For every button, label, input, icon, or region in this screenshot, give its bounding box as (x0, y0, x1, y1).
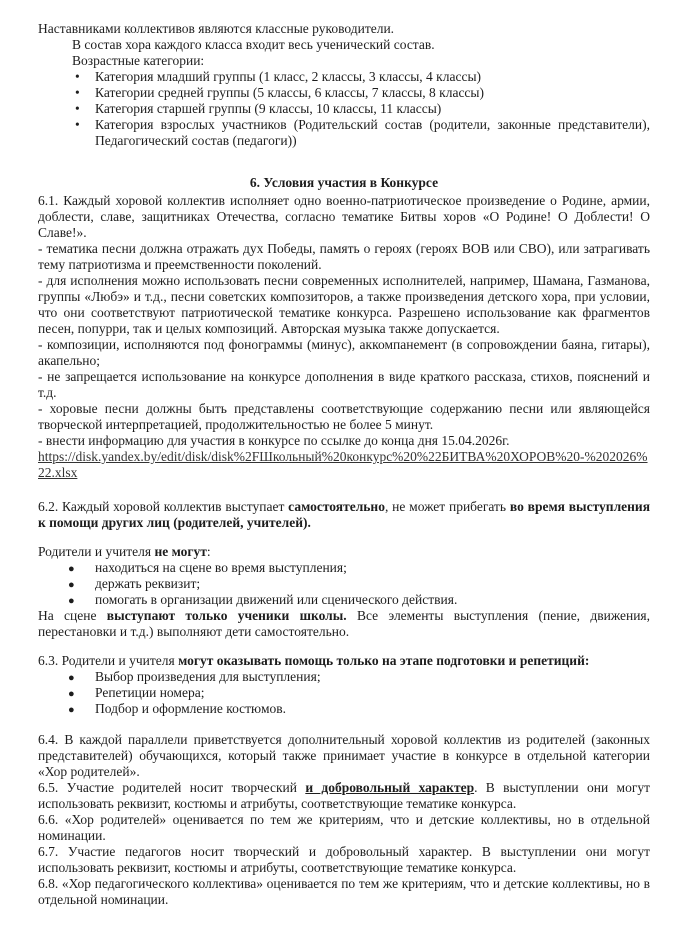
list-item-text: Категория взрослых участников (Родительский состав (родители, законные представители), Педагогический состав (педагоги)) (95, 117, 650, 148)
paragraph-dash-theme: - тематика песни должна отражать дух Победы, память о героях (героях ВОВ или СВО), или затрагивать тему патриотизма и преемственности поколений. (38, 241, 650, 272)
paragraph-stage-rule (38, 608, 650, 640)
text-run-bold: самостоятельно (288, 499, 385, 514)
paragraph-6-4: 6.4. В каждой параллели приветствуется дополнительный хоровой коллектив из родителей (законных представителей) обучающихся, который также принимает участие в конкурсе в отдельной категории «Хор родителей». (38, 732, 650, 779)
text-run-bold-underline: и добровольный характер (305, 780, 475, 795)
paragraph-age-categories-label: Возрастные категории: (72, 53, 205, 68)
list-item (38, 101, 650, 117)
list-item-text: Категория старшей группы (9 классы, 10 классы, 11 классы) (95, 101, 442, 116)
text-run: , не может прибегать (384, 499, 510, 514)
bullet-icon: ● (68, 579, 75, 591)
registration-link[interactable]: https://disk.yandex.by/edit/disk/disk%2FШкольный%20конкурс%20%22БИТВА%20ХОРОВ%20-%202026%22.xlsx (38, 449, 648, 480)
text-run: Родители и учителя (38, 544, 155, 559)
list-item (38, 685, 650, 701)
list-item (38, 117, 650, 149)
help-allowed-list (38, 669, 650, 717)
bullet-icon: • (75, 85, 80, 100)
text-run: 6.5. Участие родителей носит творческий (38, 780, 306, 795)
paragraph-6-6: 6.6. «Хор родителей» оценивается по тем же критериям, что и детские коллективы, но в отдельной номинации. (38, 812, 650, 843)
paragraph-dash-deadline: - внести информацию для участия в конкурсе по ссылке до конца дня 15.04.2026г. (38, 433, 510, 448)
paragraph-dash-duration: - хоровые песни должны быть представлены соответствующие содержанию песни или являющейся творческой интерпретацией, продолжительностью не более 5 минут. (38, 401, 650, 432)
text-run-bold: могут оказывать помощь только на этапе подготовки и репетиций: (178, 653, 590, 668)
list-item-text: Категория младший группы (1 класс, 2 классы, 3 классы, 4 классы) (95, 69, 482, 84)
list-item-text: находиться на сцене во время выступления; (95, 560, 347, 575)
text-run: 6.3. Родители и учителя (38, 653, 179, 668)
paragraph-dash-additions: - не запрещается использование на конкурсе дополнения в виде краткого рассказа, стихов, пояснений и т.д. (38, 369, 650, 400)
paragraph-choir-composition: В состав хора каждого класса входит весь ученический состав. (72, 37, 435, 52)
list-item-text: Категории средней группы (5 классы, 6 классы, 7 классы, 8 классы) (95, 85, 484, 100)
list-item-text: Подбор и оформление костюмов. (95, 701, 287, 716)
paragraph-mentors: Наставниками коллективов являются классные руководители. (38, 21, 395, 36)
list-item (38, 669, 650, 685)
text-run: . В выступлении они могут использовать реквизит, костюмы и атрибуты, соответствующие тематике конкурса. (38, 780, 651, 811)
text-run: На сцене (38, 608, 107, 623)
list-item-text: держать реквизит; (95, 576, 201, 591)
bullet-icon: ● (68, 688, 75, 700)
paragraph-parents-cannot (38, 544, 650, 560)
bullet-icon: • (75, 117, 80, 132)
list-item-text: Репетиции номера; (95, 685, 205, 700)
text-run-bold: выступают только ученики школы. (106, 608, 347, 623)
list-item-text: Выбор произведения для выступления; (95, 669, 321, 684)
parents-cannot-list (38, 560, 650, 608)
paragraph-6-7: 6.7. Участие педагогов носит творческий и добровольный характер. В выступлении они могут использовать реквизит, костюмы и атрибуты, соответствующие тематике конкурса. (38, 844, 650, 875)
paragraph-6-2 (38, 499, 650, 531)
bullet-icon: ● (68, 672, 75, 684)
paragraph-6-3 (38, 653, 650, 669)
paragraph-6-8: 6.8. «Хор педагогического коллектива» оценивается по тем же критериям, что и детские коллективы, но в отдельной номинации. (38, 876, 650, 907)
list-item (38, 85, 650, 101)
paragraph-dash-accompaniment: - композиции, исполняются под фонограммы (минус), аккомпанемент (в сопровождении баяна, гитары), акапельно; (38, 337, 650, 368)
list-item (38, 69, 650, 85)
paragraph-6-5 (38, 780, 650, 812)
text-run-bold: во время выступления к помощи других лиц (родителей, учителей). (38, 499, 650, 530)
paragraph-dash-performers: - для исполнения можно использовать песни современных исполнителей, например, Шамана, Газманова, группы «Любэ» и т.д., песни советских композиторов, а также произведения детского хора, при условии, что они соответствуют патриотической тематике конкурса. Разрешено использование как фрагментов песен, попурри, так и целых композиций. Авторская музыка также допускается. (38, 273, 650, 336)
text-run: Все элементы выступления (пение, движения, перестановки и т.д.) выполняют дети самостоятельно. (38, 608, 651, 639)
registration-link-paragraph (38, 449, 650, 481)
text-run: : (206, 544, 211, 559)
bullet-icon: ● (68, 563, 75, 575)
list-item (38, 592, 650, 608)
bullet-icon: ● (68, 704, 75, 716)
text-run: 6.2. Каждый хоровой коллектив выступает (38, 499, 289, 514)
bullet-icon: • (75, 101, 80, 116)
list-item (38, 701, 650, 717)
age-categories-list (38, 69, 650, 149)
bullet-icon: ● (68, 595, 75, 607)
list-item (38, 560, 650, 576)
list-item (38, 576, 650, 592)
bullet-icon: • (75, 69, 80, 84)
section-heading: 6. Условия участия в Конкурсе (249, 175, 439, 190)
list-item-text: помогать в организации движений или сценического действия. (95, 592, 458, 607)
text-run-bold: не могут (154, 544, 207, 559)
paragraph-6-1: 6.1. Каждый хоровой коллектив исполняет одно военно-патриотическое произведение о Родине, армии, доблести, славе, защитниках Отечества, согласно тематике Битвы хоров «О Родине! О Доблести! О Славе!». (38, 193, 650, 240)
